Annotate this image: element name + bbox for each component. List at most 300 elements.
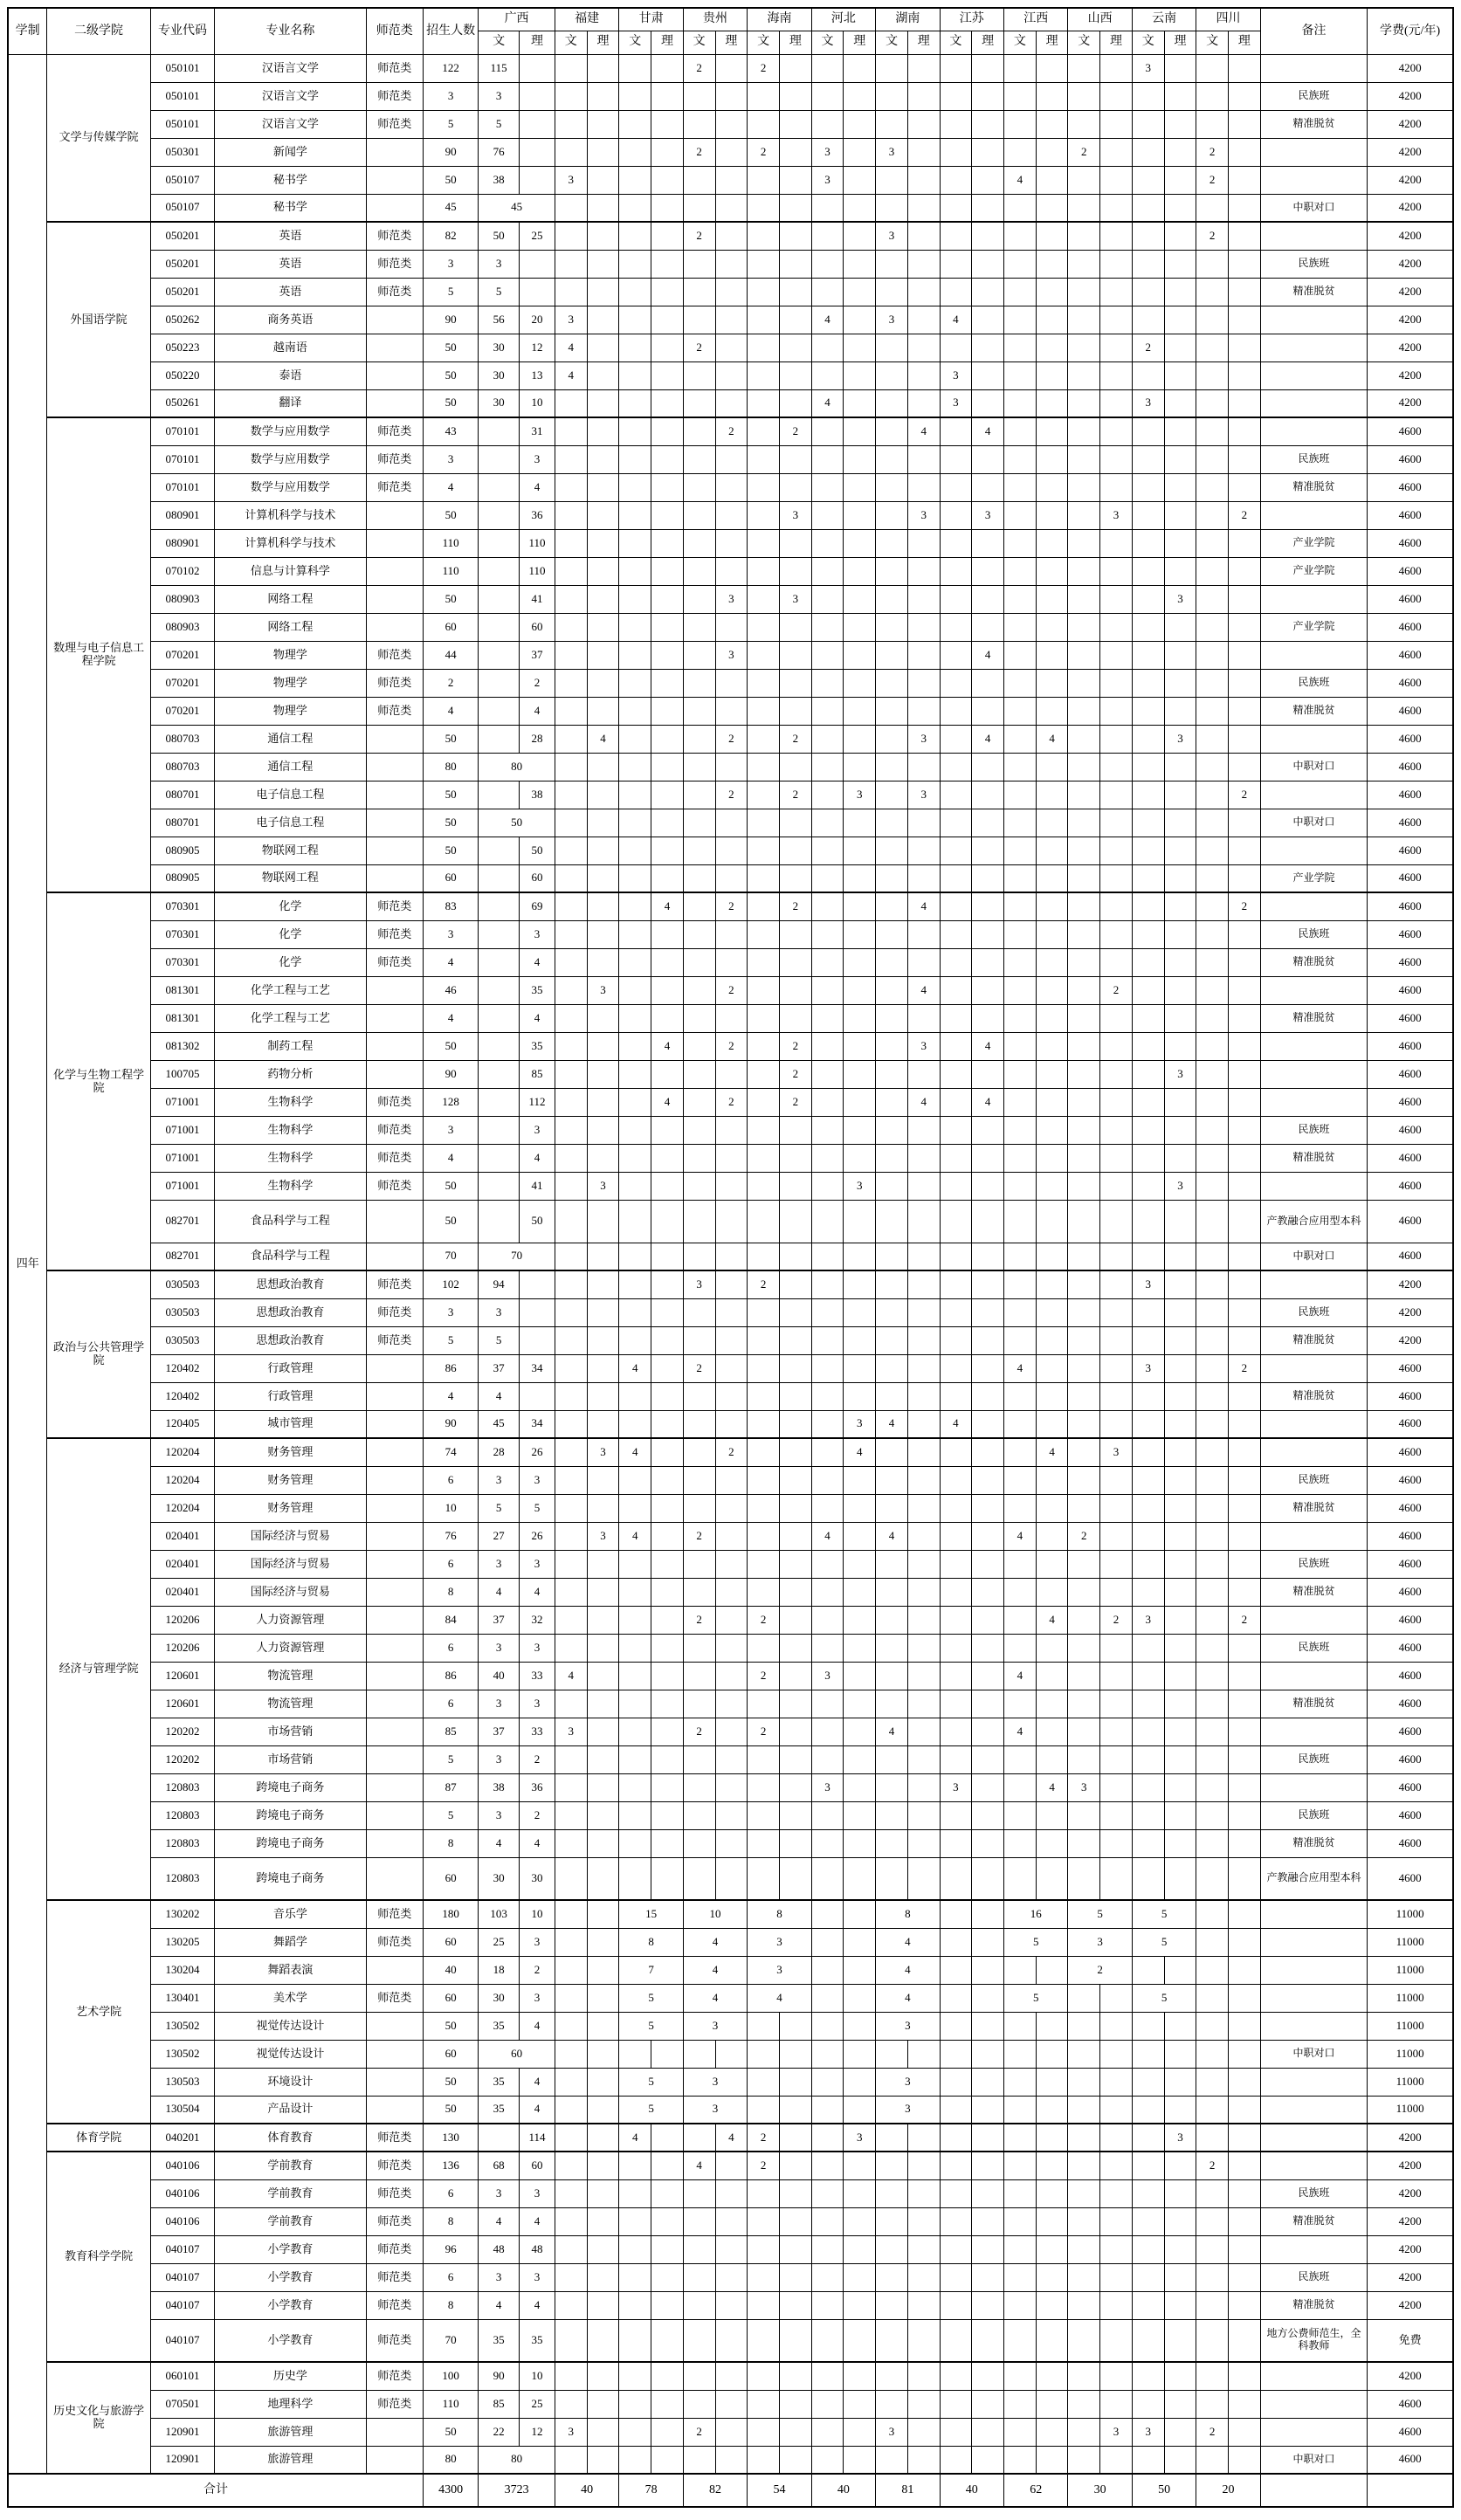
province-cell-山西-wen: [1068, 1829, 1100, 1857]
province-cell-四川-wen: [1196, 1984, 1229, 2012]
remark: [1260, 1606, 1367, 1634]
province-cell-甘肃-wen: [619, 417, 651, 445]
province-cell-山西-li: [1100, 82, 1133, 110]
header-science-8: 理: [1036, 31, 1068, 54]
teacher-type: 师范类: [366, 920, 423, 948]
teacher-type: [366, 1956, 423, 1984]
province-cell-广西-li: 3: [520, 445, 555, 473]
province-cell-湖南-li: [907, 2446, 940, 2474]
province-cell-四川-li: [1229, 2418, 1261, 2446]
teacher-type: 师范类: [366, 2263, 423, 2291]
enrollment-total: 5: [423, 278, 478, 306]
province-cell-福建-li: [587, 837, 619, 864]
province-cell-四川-li: [1229, 1801, 1261, 1829]
major-code: 130204: [150, 1956, 214, 1984]
province-cell-四川-li: [1229, 1634, 1261, 1662]
enrollment-total: 3: [423, 445, 478, 473]
enrollment-total: 110: [423, 529, 478, 557]
province-cell-甘肃-li: 4: [651, 892, 684, 920]
fee: 11000: [1368, 1928, 1453, 1956]
province-cell-福建-wen: [555, 2263, 587, 2291]
province-cell-河北-wen: [811, 529, 844, 557]
header-science-2: 理: [651, 31, 684, 54]
province-cell-江西-li: [1036, 2179, 1068, 2207]
province-cell-贵州-li: [715, 1466, 748, 1494]
province-cell-贵州-li: 3: [715, 641, 748, 669]
province-cell-海南-li: 2: [779, 417, 811, 445]
province-cell-江西-wen: [1004, 529, 1037, 557]
fee: 11000: [1368, 2096, 1453, 2124]
province-cell-河北-li: [844, 585, 876, 613]
province-cell-福建-li: [587, 920, 619, 948]
major-name: 商务英语: [215, 306, 366, 334]
major-row: [8, 501, 1453, 529]
province-cell-广西-li: [520, 250, 555, 278]
teacher-type: [366, 166, 423, 194]
province-cell-云南-li: [1164, 837, 1196, 864]
province-cell-海南-li: [779, 2124, 811, 2152]
province-cell-江西-li: [1036, 2446, 1068, 2474]
province-cell-甘肃-li: [651, 1410, 684, 1438]
province-cell-四川-wen: [1196, 2012, 1229, 2040]
province-cell-江西-li: [1036, 2291, 1068, 2319]
province-cell-山西-li: [1100, 1088, 1133, 1116]
province-cell-甘肃-wen: [619, 334, 651, 361]
province-cell-山西-wen: [1068, 1270, 1100, 1298]
province-cell-湖南-wen: [876, 389, 908, 417]
province-cell-海南-wen: [748, 2390, 780, 2418]
province-cell-湖南-wen: 3: [876, 306, 908, 334]
fee: 11000: [1368, 2068, 1453, 2096]
province-cell-云南-wen: [1132, 1298, 1164, 1326]
header-arts-11: 文: [1196, 31, 1229, 54]
major-name: 电子信息工程: [215, 809, 366, 837]
header-fee: 学费(元/年): [1368, 8, 1453, 54]
province-cell-甘肃-wen: [619, 920, 651, 948]
province-cell-海南-wen: [748, 837, 780, 864]
province-cell-海南-li: [779, 2418, 811, 2446]
province-cell-贵州-li: [715, 1857, 748, 1900]
province-cell-河北-li: [844, 1144, 876, 1172]
province-cell-四川-li: [1229, 1200, 1261, 1243]
province-cell-江西-wen: [1004, 194, 1037, 222]
province-cell-江苏-li: [972, 82, 1004, 110]
province-cell-广西-li: 4: [520, 1829, 555, 1857]
province-cell-甘肃-wen: [619, 473, 651, 501]
province-cell-贵州-wen: 2: [683, 138, 715, 166]
province-cell-福建-li: [587, 2124, 619, 2152]
major-row: [8, 1004, 1453, 1032]
teacher-type: [366, 1354, 423, 1382]
province-cell-福建-wen: [555, 1606, 587, 1634]
province-cell-福建-wen: [555, 1690, 587, 1718]
province-cell-海南-wen: [748, 2096, 780, 2124]
major-code: 120204: [150, 1438, 214, 1466]
teacher-type: 师范类: [366, 1144, 423, 1172]
major-name: 视觉传达设计: [215, 2040, 366, 2068]
province-cell-四川-wen: [1196, 1144, 1229, 1172]
province-cell-四川-wen: [1196, 1410, 1229, 1438]
province-cell-江西-wen: [1004, 2068, 1037, 2096]
province-cell-江苏-wen: [940, 1662, 972, 1690]
province-cell-四川-wen: [1196, 194, 1229, 222]
province-cell-湖南-li: [907, 1116, 940, 1144]
province-cell-海南-li: [779, 1382, 811, 1410]
province-cell-四川-li: [1229, 417, 1261, 445]
fee: 4200: [1368, 306, 1453, 334]
header-arts-10: 文: [1132, 31, 1164, 54]
province-cell-江西-li: [1036, 2096, 1068, 2124]
province-cell-云南-wen: [1132, 1116, 1164, 1144]
province-cell-甘肃-li: [651, 1270, 684, 1298]
province-cell-甘肃-li: [651, 1060, 684, 1088]
remark: 精准脱贫: [1260, 1326, 1367, 1354]
province-cell-甘肃-li: [651, 2152, 684, 2179]
province-cell-广西-li: 3: [520, 1550, 555, 1578]
province-cell-广西-wen: [479, 585, 520, 613]
province-cell-江西-wen: [1004, 2152, 1037, 2179]
province-cell-海南-li: [779, 1857, 811, 1900]
province-cell-甘肃-wen: [619, 389, 651, 417]
province-cell-广西-li: [520, 1270, 555, 1298]
province-cell-福建-wen: [555, 1928, 587, 1956]
province-cell-云南-wen: [1132, 2319, 1164, 2362]
province-cell-江西-wen: [1004, 2390, 1037, 2418]
province-cell-山西-merged: 5: [1068, 1900, 1132, 1928]
province-cell-贵州-li: [715, 445, 748, 473]
province-cell-云南-li: [1164, 1745, 1196, 1773]
major-code: 130502: [150, 2012, 214, 2040]
province-cell-江苏-wen: [940, 557, 972, 585]
province-cell-江西-wen: [1004, 278, 1037, 306]
province-cell-海南-li: [779, 334, 811, 361]
province-cell-海南-wen: [748, 1116, 780, 1144]
province-cell-海南-li: [779, 2096, 811, 2124]
major-name: 跨境电子商务: [215, 1857, 366, 1900]
province-cell-江西-wen: 4: [1004, 1718, 1037, 1745]
province-cell-云南-li: [1164, 864, 1196, 892]
province-cell-海南-wen: [748, 2263, 780, 2291]
province-cell-甘肃-li: [651, 1466, 684, 1494]
enrollment-total: 6: [423, 1550, 478, 1578]
province-cell-福建-li: [587, 2446, 619, 2474]
province-cell-江西-wen: [1004, 54, 1037, 82]
province-cell-甘肃-wen: [619, 892, 651, 920]
province-cell-江西-wen: [1004, 2362, 1037, 2390]
enrollment-total: 44: [423, 641, 478, 669]
province-cell-山西-li: [1100, 669, 1133, 697]
province-cell-福建-li: [587, 557, 619, 585]
province-cell-广西-wen: [479, 1116, 520, 1144]
province-cell-湖南-li: [907, 864, 940, 892]
province-cell-河北-li: [844, 334, 876, 361]
province-cell-江苏-wen: [940, 1004, 972, 1032]
province-cell-江苏-wen: [940, 2179, 972, 2207]
province-cell-河北-li: [844, 1060, 876, 1088]
province-cell-江苏-li: [972, 2012, 1004, 2040]
province-cell-江西-li: [1036, 166, 1068, 194]
province-cell-河北-wen: [811, 1032, 844, 1060]
header-science-4: 理: [779, 31, 811, 54]
major-row: [8, 222, 1453, 250]
province-cell-河北-wen: [811, 1326, 844, 1354]
province-cell-山西-li: [1100, 613, 1133, 641]
province-cell-云南-li: [1164, 697, 1196, 725]
province-cell-福建-wen: [555, 2012, 587, 2040]
province-cell-云南-li: [1164, 1116, 1196, 1144]
province-cell-广西-li: 34: [520, 1410, 555, 1438]
enrollment-table-body: [8, 54, 1453, 2507]
province-cell-广西-wen: [479, 976, 520, 1004]
header-science-7: 理: [972, 31, 1004, 54]
province-cell-湖南-wen: [876, 725, 908, 753]
province-cell-广西-li: 38: [520, 781, 555, 809]
province-cell-云南-wen: [1132, 1088, 1164, 1116]
province-cell-福建-li: [587, 1606, 619, 1634]
province-cell-福建-wen: [555, 222, 587, 250]
province-cell-山西-li: [1100, 2235, 1133, 2263]
province-cell-广西-li: 50: [520, 837, 555, 864]
province-cell-甘肃-merged: 5: [619, 2012, 683, 2040]
province-cell-甘肃-wen: [619, 2319, 651, 2362]
province-cell-贵州-merged: 4: [683, 1928, 747, 1956]
province-cell-广西-wen: 68: [479, 2152, 520, 2179]
province-cell-云南-wen: [1132, 1382, 1164, 1410]
province-cell-广西-li: 2: [520, 669, 555, 697]
province-cell-贵州-wen: [683, 1326, 715, 1354]
enrollment-total: 50: [423, 501, 478, 529]
major-code: 071001: [150, 1116, 214, 1144]
province-cell-山西-li: [1100, 361, 1133, 389]
province-cell-河北-li: [844, 2418, 876, 2446]
teacher-type: [366, 1690, 423, 1718]
province-cell-江西-li: [1036, 669, 1068, 697]
enrollment-total: 96: [423, 2235, 478, 2263]
province-cell-云南-li: [1164, 138, 1196, 166]
province-cell-福建-wen: [555, 1773, 587, 1801]
remark: [1260, 2096, 1367, 2124]
province-cell-四川-li: [1229, 753, 1261, 781]
province-cell-湖南-wen: [876, 864, 908, 892]
major-code: 120206: [150, 1606, 214, 1634]
major-row: [8, 2207, 1453, 2235]
teacher-type: 师范类: [366, 1928, 423, 1956]
province-cell-海南-wen: [748, 110, 780, 138]
province-cell-江苏-wen: [940, 2152, 972, 2179]
province-cell-福建-wen: [555, 1116, 587, 1144]
province-cell-湖南-merged: 3: [876, 2012, 940, 2040]
teacher-type: 师范类: [366, 222, 423, 250]
province-cell-四川-li: [1229, 1956, 1261, 1984]
province-cell-广西-wen: [479, 1088, 520, 1116]
province-cell-湖南-li: [907, 334, 940, 361]
province-cell-江西-li: [1036, 306, 1068, 334]
province-cell-江西-wen: [1004, 2124, 1037, 2152]
province-cell-四川-wen: [1196, 2291, 1229, 2319]
province-cell-广西-li: 114: [520, 2124, 555, 2152]
province-cell-海南-li: 2: [779, 1088, 811, 1116]
province-cell-海南-li: [779, 529, 811, 557]
major-code: 060101: [150, 2362, 214, 2390]
province-cell-湖南-wen: [876, 2152, 908, 2179]
remark: 民族班: [1260, 82, 1367, 110]
province-cell-甘肃-wen: [619, 2390, 651, 2418]
province-cell-贵州-wen: [683, 1550, 715, 1578]
major-name: 汉语言文学: [215, 82, 366, 110]
province-cell-海南-wen: [748, 166, 780, 194]
province-cell-江苏-li: [972, 2207, 1004, 2235]
province-cell-甘肃-wen: [619, 641, 651, 669]
province-cell-福建-wen: [555, 1032, 587, 1060]
province-cell-海南-wen: [748, 892, 780, 920]
major-name: 网络工程: [215, 585, 366, 613]
major-code: 070301: [150, 920, 214, 948]
province-cell-湖南-li: [907, 1801, 940, 1829]
province-cell-江苏-li: [972, 1690, 1004, 1718]
province-cell-甘肃-wen: [619, 2152, 651, 2179]
province-cell-贵州-li: [715, 501, 748, 529]
province-cell-贵州-wen: [683, 1829, 715, 1857]
major-code: 080905: [150, 864, 214, 892]
province-cell-甘肃-wen: [619, 1172, 651, 1200]
province-cell-湖南-li: [907, 1578, 940, 1606]
province-cell-四川-li: [1229, 2390, 1261, 2418]
province-cell-甘肃-li: [651, 250, 684, 278]
province-cell-河北-wen: [811, 1382, 844, 1410]
major-code: 130202: [150, 1900, 214, 1928]
major-code: 070101: [150, 417, 214, 445]
province-cell-山西-li: [1100, 222, 1133, 250]
province-cell-贵州-wen: [683, 864, 715, 892]
province-cell-河北-li: [844, 837, 876, 864]
major-row: [8, 1928, 1453, 1956]
province-cell-四川-wen: [1196, 1690, 1229, 1718]
province-cell-山西-wen: [1068, 1004, 1100, 1032]
province-cell-河北-li: [844, 976, 876, 1004]
province-cell-云南-li: [1164, 1200, 1196, 1243]
province-cell-福建-li: [587, 1382, 619, 1410]
province-cell-广西-wen: [479, 501, 520, 529]
province-cell-江西-wen: [1004, 1116, 1037, 1144]
province-cell-山西-li: [1100, 2207, 1133, 2235]
major-name: 小学教育: [215, 2319, 366, 2362]
major-row: [8, 1578, 1453, 1606]
province-cell-贵州-wen: [683, 389, 715, 417]
province-cell-江西-li: [1036, 473, 1068, 501]
province-cell-河北-li: [844, 110, 876, 138]
province-cell-河北-wen: [811, 1606, 844, 1634]
province-cell-江西-li: [1036, 334, 1068, 361]
province-cell-福建-li: 4: [587, 725, 619, 753]
province-cell-广西-li: 35: [520, 976, 555, 1004]
province-cell-江西-wen: [1004, 445, 1037, 473]
province-cell-四川-li: [1229, 1662, 1261, 1690]
province-cell-云南-li: [1164, 194, 1196, 222]
province-cell-福建-li: [587, 250, 619, 278]
teacher-type: [366, 1857, 423, 1900]
province-cell-江西-li: [1036, 753, 1068, 781]
header-science-10: 理: [1164, 31, 1196, 54]
province-cell-甘肃-li: [651, 669, 684, 697]
remark: 中职对口: [1260, 2446, 1367, 2474]
enrollment-total: 86: [423, 1662, 478, 1690]
province-cell-云南-wen: [1132, 1243, 1164, 1270]
province-cell-江苏-wen: [940, 1690, 972, 1718]
province-cell-甘肃-li: [651, 1634, 684, 1662]
major-name: 视觉传达设计: [215, 2012, 366, 2040]
province-cell-江苏-wen: [940, 278, 972, 306]
province-cell-山西-li: [1100, 54, 1133, 82]
enrollment-total: 8: [423, 2207, 478, 2235]
teacher-type: [366, 1606, 423, 1634]
province-cell-贵州-wen: [683, 1032, 715, 1060]
province-cell-河北-wen: 4: [811, 389, 844, 417]
province-cell-甘肃-wen: [619, 613, 651, 641]
major-name: 生物科学: [215, 1172, 366, 1200]
province-cell-云南-wen: [1132, 697, 1164, 725]
province-cell-河北-wen: [811, 1466, 844, 1494]
province-cell-四川-wen: [1196, 1718, 1229, 1745]
province-cell-河北-li: [844, 2291, 876, 2319]
province-cell-贵州-wen: [683, 166, 715, 194]
header-arts-9: 文: [1068, 31, 1100, 54]
major-name: 旅游管理: [215, 2418, 366, 2446]
province-cell-江西-li: [1036, 2152, 1068, 2179]
province-cell-江苏-wen: [940, 1088, 972, 1116]
province-cell-江苏-li: [972, 1718, 1004, 1745]
province-cell-海南-li: [779, 1690, 811, 1718]
province-cell-广西-li: 2: [520, 1745, 555, 1773]
province-cell-海南-wen: [748, 2291, 780, 2319]
province-cell-广西-wen: 115: [479, 54, 520, 82]
province-cell-河北-li: [844, 1662, 876, 1690]
province-cell-四川-wen: 2: [1196, 2152, 1229, 2179]
province-cell-江西-wen: [1004, 417, 1037, 445]
province-cell-甘肃-li: [651, 920, 684, 948]
province-cell-湖南-wen: [876, 1144, 908, 1172]
fee: 4600: [1368, 1773, 1453, 1801]
province-cell-四川-wen: [1196, 781, 1229, 809]
province-cell-广西-li: 85: [520, 1060, 555, 1088]
province-cell-江苏-li: [972, 1773, 1004, 1801]
province-cell-福建-li: [587, 1004, 619, 1032]
province-cell-福建-wen: [555, 1172, 587, 1200]
major-name: 汉语言文学: [215, 110, 366, 138]
remark: [1260, 1773, 1367, 1801]
teacher-type: [366, 2418, 423, 2446]
province-cell-海南-li: [779, 1522, 811, 1550]
remark: [1260, 2390, 1367, 2418]
major-name: 物联网工程: [215, 837, 366, 864]
major-name: 生物科学: [215, 1116, 366, 1144]
province-cell-广西-li: [520, 166, 555, 194]
header-arts-5: 文: [811, 31, 844, 54]
province-cell-河北-li: 3: [844, 1172, 876, 1200]
province-cell-海南-li: [779, 1578, 811, 1606]
province-cell-福建-wen: [555, 1578, 587, 1606]
province-cell-江西-wen: [1004, 669, 1037, 697]
province-cell-甘肃-li: [651, 725, 684, 753]
province-cell-广西-li: 25: [520, 222, 555, 250]
fee: 4600: [1368, 1382, 1453, 1410]
province-cell-河北-wen: [811, 669, 844, 697]
province-cell-贵州-merged: 3: [683, 2012, 747, 2040]
enrollment-total: 60: [423, 2040, 478, 2068]
province-cell-甘肃-merged: 8: [619, 1928, 683, 1956]
province-cell-甘肃-wen: [619, 1270, 651, 1298]
province-cell-江苏-li: [972, 1956, 1004, 1984]
province-cell-贵州-wen: [683, 697, 715, 725]
